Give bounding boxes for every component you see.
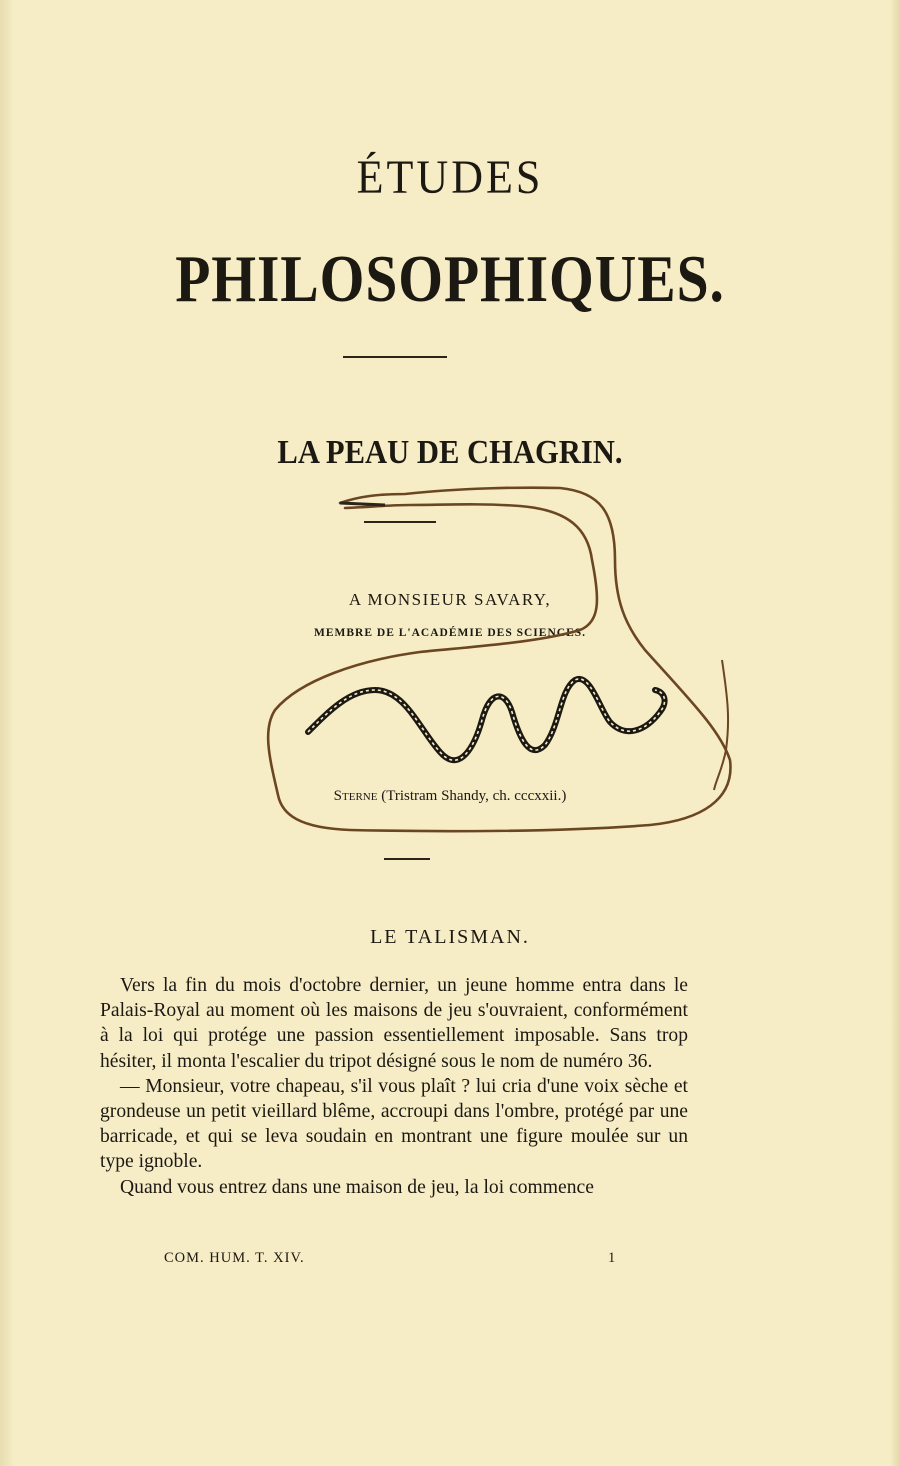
paragraph: Vers la fin du mois d'octobre dernier, un jeune homme entra dans le Palais-Royal au moment où les maisons de jeu s'ouvraient, conformément à la loi qui protége une passion essentiellement imposable. Sans trop hésiter, il monta l'escalier du tripot désigné sous le nom de numéro 36.	[100, 975, 688, 1072]
flourish-line	[268, 488, 730, 831]
page-number: 1	[608, 1250, 617, 1266]
flourish-tail	[714, 660, 728, 790]
series-title-line1: ÉTUDES	[356, 151, 544, 204]
paragraph: Quand vous entrez dans une maison de jeu, la loi commence	[120, 1176, 594, 1198]
dedication-role: MEMBRE DE L'ACADÉMIE DES SCIENCES.	[313, 627, 587, 639]
epigraph-source: (Tristram Shandy, ch. cccxxii.)	[377, 788, 567, 804]
printer-signature: COM. HUM. T. XIV.	[164, 1250, 305, 1266]
flourish-start-stroke	[340, 503, 385, 505]
chapter-title: LE TALISMAN.	[370, 926, 530, 948]
body-text	[100, 973, 688, 1200]
epigraph-author: Sterne	[333, 788, 378, 804]
epigraph-attribution	[0, 788, 900, 805]
paragraph: — Monsieur, votre chapeau, s'il vous plaît ? lui cria d'une voix sèche et grondeuse un petit vieillard blême, accroupi dans l'ombre, protégé par une barricade, et qui se leva soudain en montrant une figure moulée sur un type ignoble.	[100, 1075, 688, 1173]
serpentine-line	[308, 679, 665, 760]
dedication-recipient: A MONSIEUR SAVARY,	[348, 590, 552, 609]
series-title-line2: PHILOSOPHIQUES.	[175, 241, 725, 316]
work-title: LA PEAU DE CHAGRIN.	[277, 434, 623, 471]
divider-rule	[384, 858, 430, 860]
